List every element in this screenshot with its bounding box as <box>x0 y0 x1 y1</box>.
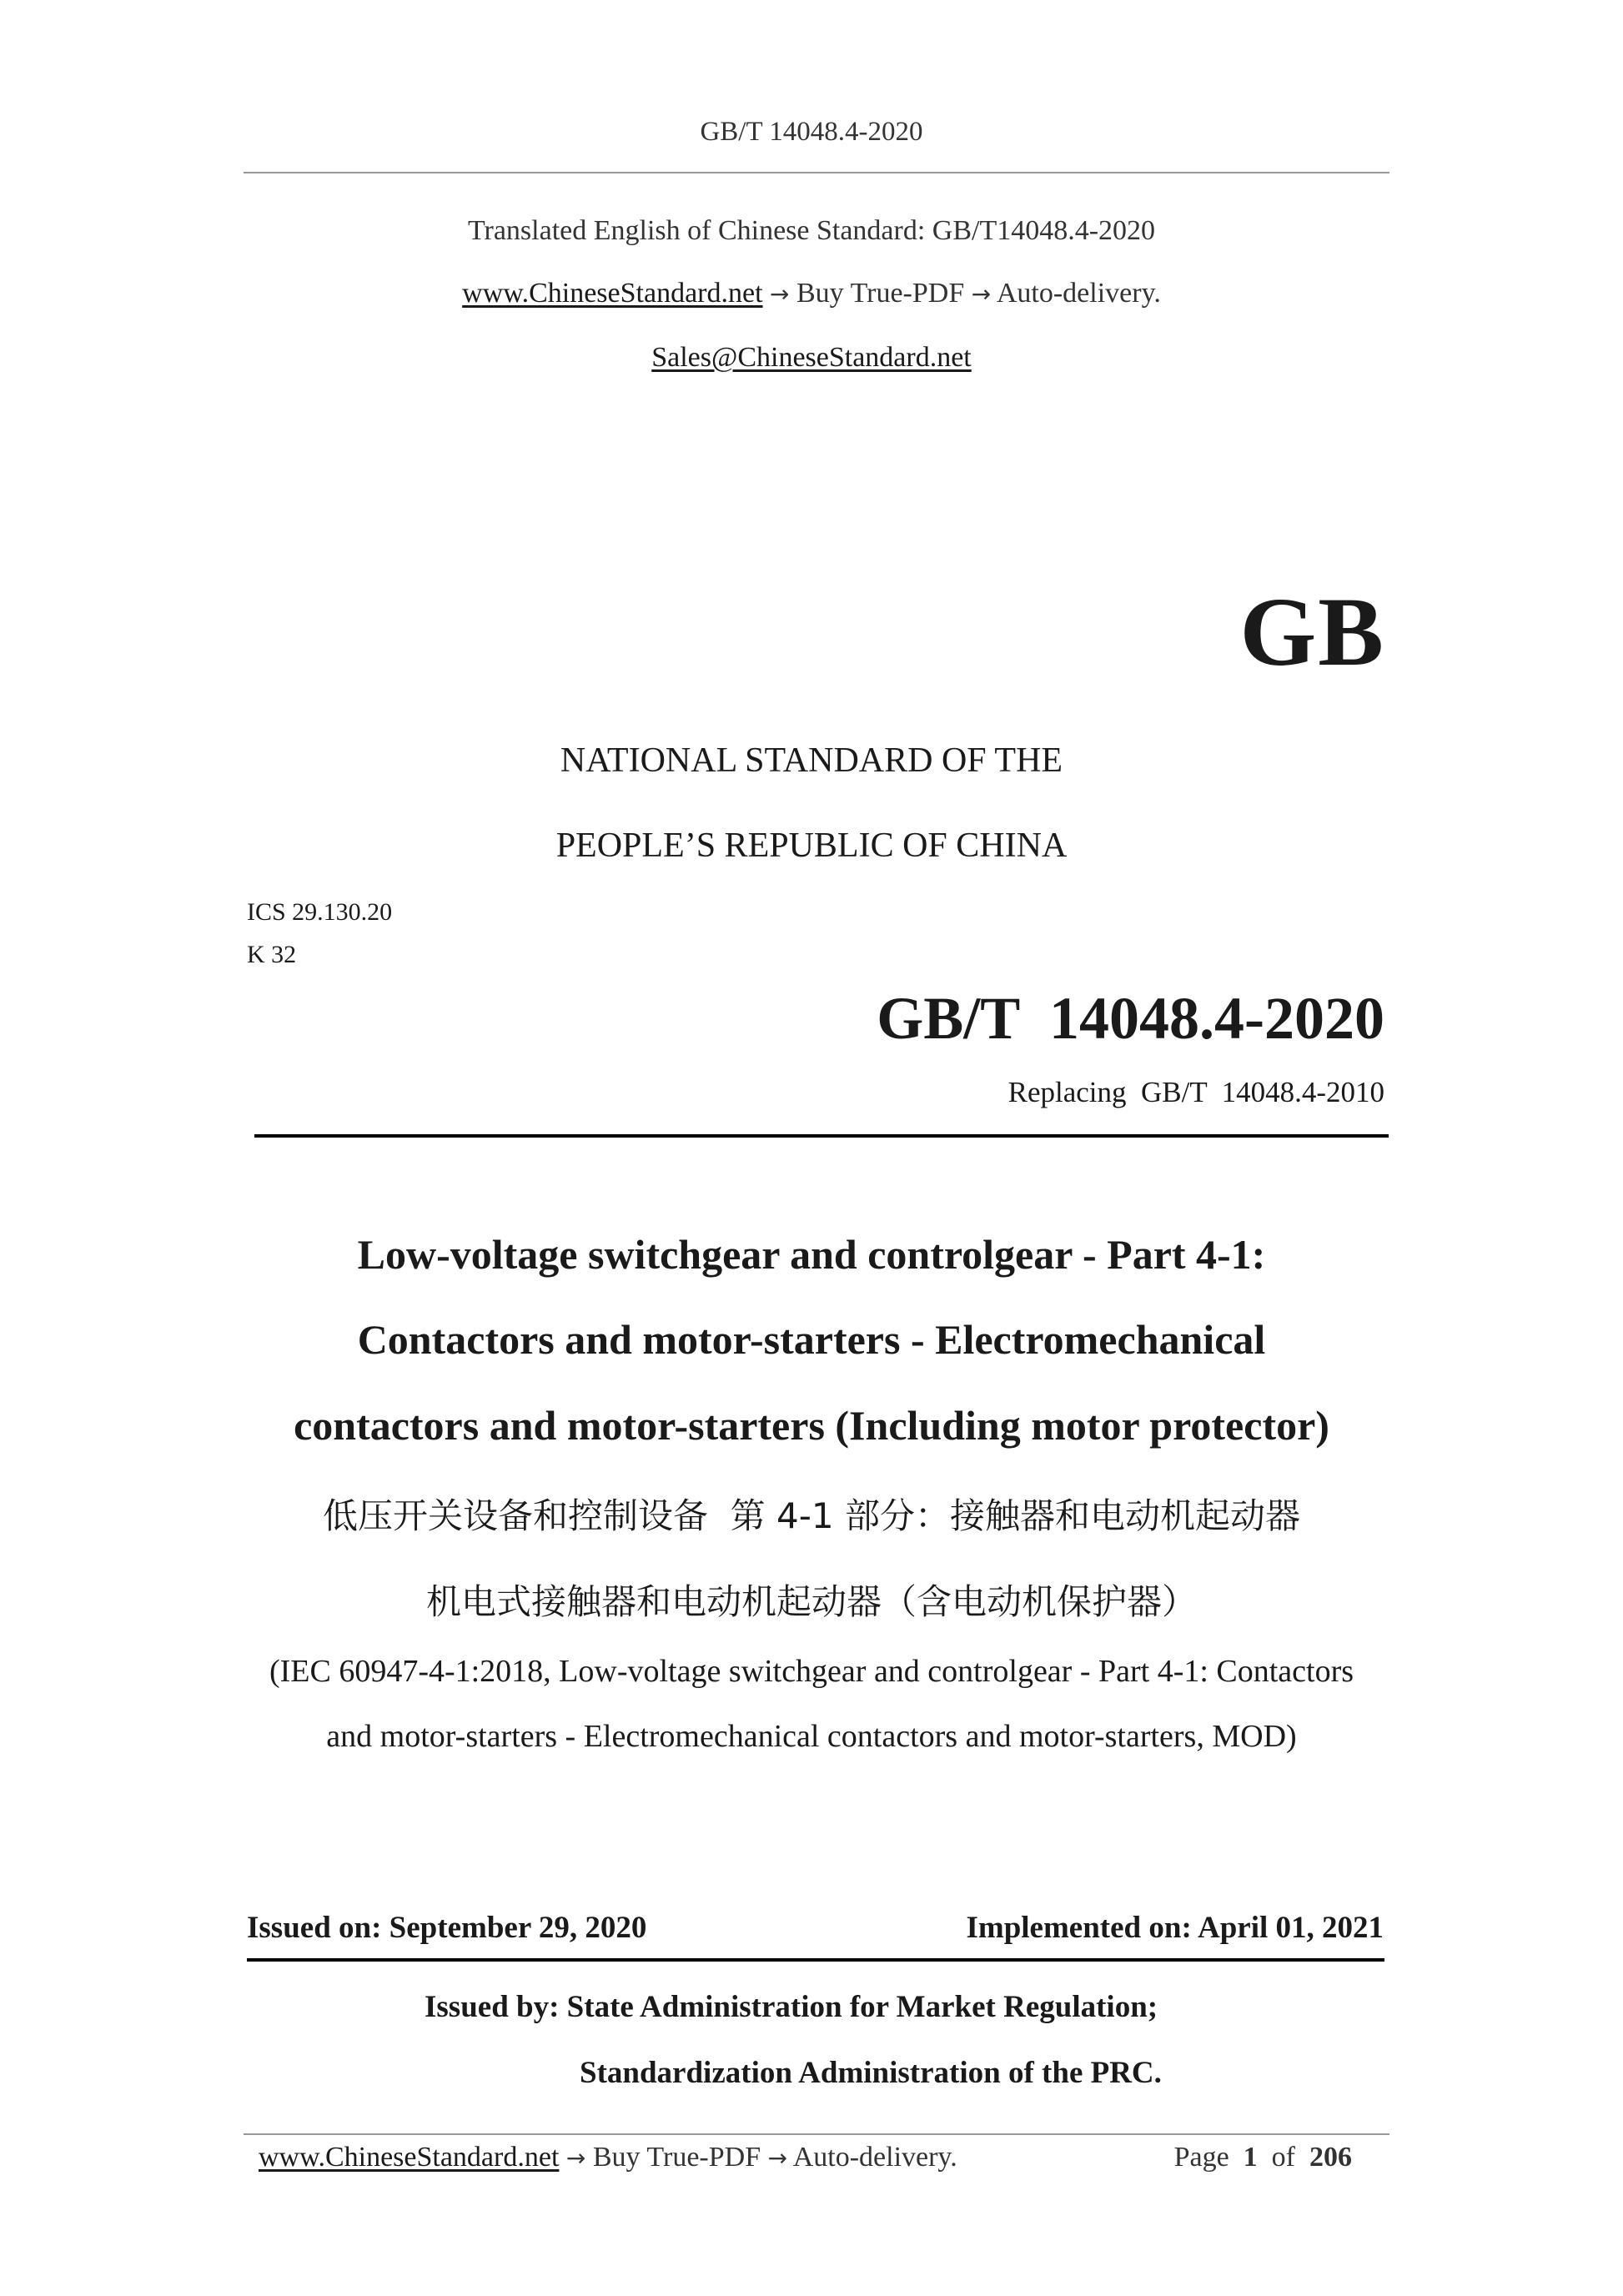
standard-number: GB/T 14048.4-2020 <box>877 985 1384 1052</box>
national-standard-line2: PEOPLE’S REPUBLIC OF CHINA <box>555 826 1068 865</box>
running-header: GB/T 14048.4-2020 <box>700 117 923 147</box>
buy-true-pdf-text: Buy True-PDF <box>796 278 965 309</box>
implemented-date: Implemented on: April 01, 2021 <box>966 1911 1384 1945</box>
site-link[interactable]: www.ChineseStandard.net <box>462 278 763 309</box>
page-word: Page <box>1173 2142 1229 2173</box>
page-total: 206 <box>1309 2142 1352 2173</box>
arrow-right-icon: → <box>971 280 992 308</box>
of-word: of <box>1271 2142 1295 2173</box>
replacing-note: Replacing GB/T 14048.4-2010 <box>1007 1076 1384 1108</box>
header-divider <box>244 172 1389 173</box>
dates-divider <box>247 1958 1384 1962</box>
title-en-line2: Contactors and motor-starters - Electromechanical <box>357 1316 1266 1363</box>
iec-reference-line1: (IEC 60947-4-1:2018, Low-voltage switchgear and controlgear - Part 4-1: Contactors <box>269 1654 1354 1689</box>
page-current: 1 <box>1243 2142 1258 2173</box>
footer-buy-true-pdf-text: Buy True-PDF <box>592 2142 761 2173</box>
auto-delivery-text: Auto-delivery. <box>996 278 1161 309</box>
arrow-right-icon: → <box>767 2144 788 2172</box>
title-en-line3: contactors and motor-starters (Including motor protector) <box>294 1402 1329 1449</box>
issued-date: Issued on: September 29, 2020 <box>247 1911 647 1945</box>
title-zh-line1: 低压开关设备和控制设备 第 4-1 部分：接触器和电动机起动器 <box>322 1495 1300 1536</box>
footer-auto-delivery-text: Auto-delivery. <box>792 2142 957 2173</box>
page-number <box>1174 2142 1352 2173</box>
national-standard-line1: NATIONAL STANDARD OF THE <box>560 741 1063 780</box>
ccs-code: K 32 <box>247 941 297 968</box>
arrow-right-icon: → <box>770 280 790 308</box>
title-divider <box>254 1134 1389 1138</box>
title-en-line1: Low-voltage switchgear and controlgear - Part 4-1: <box>357 1231 1266 1278</box>
footer-divider <box>244 2133 1389 2135</box>
issuer-line2: Standardization Administration of the PRC. <box>580 2056 1162 2090</box>
iec-reference-line2: and motor-starters - Electromechanical contactors and motor-starters, MOD) <box>326 1719 1297 1754</box>
footer-site-link[interactable]: www.ChineseStandard.net <box>259 2142 560 2173</box>
sales-email-link[interactable]: Sales@ChineseStandard.net <box>651 342 972 373</box>
gb-logo: GB <box>1239 577 1385 686</box>
translated-notice: Translated English of Chinese Standard: GB/T14048.4-2020 <box>467 215 1156 246</box>
ics-code: ICS 29.130.20 <box>247 898 393 926</box>
issuer-line1: Issued by: State Administration for Market Regulation; <box>425 1990 1158 2024</box>
promo-links-row <box>0 278 1623 309</box>
arrow-right-icon: → <box>565 2144 586 2172</box>
email-row <box>0 342 1623 374</box>
title-zh-line2: 机电式接触器和电动机起动器（含电动机保护器） <box>425 1581 1197 1622</box>
footer-links-row <box>259 2142 957 2173</box>
